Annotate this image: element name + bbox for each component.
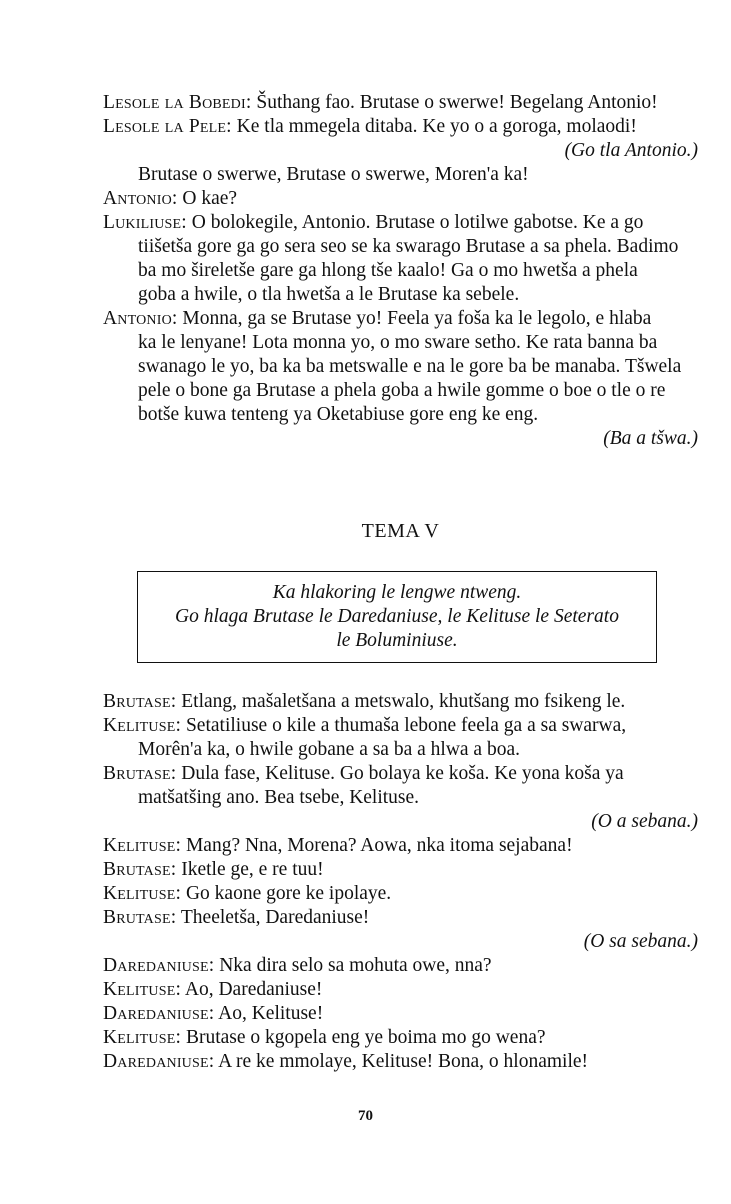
dialogue-line (103, 906, 698, 930)
dialogue-text: Monna, ga se Brutase yo! Feela ya foša ka le legolo, e hlaba (177, 308, 652, 329)
dialogue-text: Ao, Daredaniuse! (181, 979, 323, 1000)
speaker-name: Daredaniuse: (103, 1003, 215, 1024)
dialogue-continuation: botše kuwa tenteng ya Oketabiuse gore eng ke eng. (138, 404, 539, 425)
dialogue-line (103, 1050, 698, 1074)
dialogue-line (103, 307, 698, 331)
speaker-name: Brutase: (103, 763, 177, 784)
dialogue-line (103, 954, 698, 978)
dialogue-text: A re ke mmolaye, Kelituse! Bona, o hlonamile! (214, 1051, 589, 1072)
dialogue-line (103, 762, 698, 786)
speaker-name: Antonio: (103, 188, 178, 209)
stage-direction: (Go tla Antonio.) (564, 140, 698, 161)
scene-heading: TEMA V (361, 520, 440, 542)
scene-setting-line: Ka hlakoring le lengwe ntweng. (272, 582, 522, 603)
dialogue-text: O kae? (177, 188, 238, 209)
dialogue-line (103, 834, 698, 858)
stage-direction: (O a sebana.) (591, 811, 698, 832)
speaker-name: Brutase: (103, 859, 177, 880)
dialogue-continuation: Morên'a ka, o hwile gobane a sa ba a hlwa a boa. (138, 739, 520, 760)
dialogue-continuation: swanago le yo, ba ka ba metswalle e na le gore ba be manaba. Tšwela (138, 356, 682, 377)
dialogue-text: Mang? Nna, Morena? Aowa, nka itoma sejabana! (181, 835, 573, 856)
speaker-name: Lesole la Pele: (103, 116, 232, 137)
dialogue-line (103, 211, 698, 235)
speaker-name: Daredaniuse: (103, 1051, 215, 1072)
dialogue-text: Brutase o kgopela eng ye boima mo go wena? (181, 1027, 546, 1048)
speaker-name: Daredaniuse: (103, 955, 215, 976)
dialogue-line (103, 115, 698, 139)
dialogue-section-1 (103, 91, 698, 451)
dialogue-line (103, 690, 698, 714)
speaker-name: Kelituse: (103, 715, 182, 736)
dialogue-line (103, 187, 698, 211)
speaker-name: Lesole la Bobedi: (103, 92, 252, 113)
dialogue-line (103, 882, 698, 906)
dialogue-continuation: pele o bone ga Brutase a phela goba a hwile gomme o boe o tle o re (138, 380, 666, 401)
dialogue-line (103, 1002, 698, 1026)
dialogue-text: Nka dira selo sa mohuta owe, nna? (214, 955, 492, 976)
speaker-name: Kelituse: (103, 835, 182, 856)
dialogue-text: Etlang, mašaletšana a metswalo, khutšang mo fsikeng le. (176, 691, 626, 712)
dialogue-text: Iketle ge, e re tuu! (176, 859, 324, 880)
dialogue-text: Ao, Kelituse! (214, 1003, 324, 1024)
dialogue-text: Go kaone gore ke ipolaye. (181, 883, 392, 904)
dialogue-line (103, 1026, 698, 1050)
dialogue-continuation: Brutase o swerwe, Brutase o swerwe, Moren'a ka! (138, 164, 529, 185)
scene-setting-line: Go hlaga Brutase le Daredaniuse, le Kelituse le Seterato (175, 606, 619, 627)
dialogue-line (103, 978, 698, 1002)
speaker-name: Kelituse: (103, 1027, 182, 1048)
dialogue-line (103, 91, 698, 115)
dialogue-text: O bolokegile, Antonio. Brutase o lotilwe gabotse. Ke a go (186, 212, 644, 233)
dialogue-text: Ke tla mmegela ditaba. Ke yo o a goroga, molaodi! (231, 116, 637, 137)
dialogue-continuation: ba mo šireletše gare ga hlong tše kaalo! Ga o mo hwetša a phela (138, 260, 638, 281)
dialogue-line (103, 858, 698, 882)
dialogue-continuation: ka le lenyane! Lota monna yo, o mo sware setho. Ke rata banna ba (138, 332, 658, 353)
stage-direction: (Ba a tšwa.) (603, 428, 698, 449)
dialogue-text: Setatiliuse o kile a thumaša lebone feela ga a sa swarwa, (181, 715, 627, 736)
dialogue-continuation: tiišetša gore ga go sera seo se ka swarago Brutase a sa phela. Badimo (138, 236, 679, 257)
speaker-name: Lukiliuse: (103, 212, 187, 233)
dialogue-continuation: goba a hwile, o tla hwetša a le Brutase ka sebele. (138, 284, 520, 305)
page-number: 70 (358, 1108, 373, 1124)
scene-setting-line: le Boluminiuse. (336, 630, 458, 651)
stage-direction: (O sa sebana.) (583, 931, 698, 952)
speaker-name: Brutase: (103, 691, 177, 712)
stage-direction-box (137, 571, 657, 663)
dialogue-section-2 (103, 690, 698, 1074)
dialogue-line (103, 714, 698, 738)
speaker-name: Kelituse: (103, 979, 182, 1000)
speaker-name: Kelituse: (103, 883, 182, 904)
speaker-name: Brutase: (103, 907, 177, 928)
speaker-name: Antonio: (103, 308, 178, 329)
dialogue-text: Dula fase, Kelituse. Go bolaya ke koša. Ke yona koša ya (176, 763, 624, 784)
dialogue-text: Theeletša, Daredaniuse! (176, 907, 370, 928)
dialogue-continuation: matšatšing ano. Bea tsebe, Kelituse. (138, 787, 420, 808)
dialogue-text: Šuthang fao. Brutase o swerwe! Begelang Antonio! (251, 92, 658, 113)
